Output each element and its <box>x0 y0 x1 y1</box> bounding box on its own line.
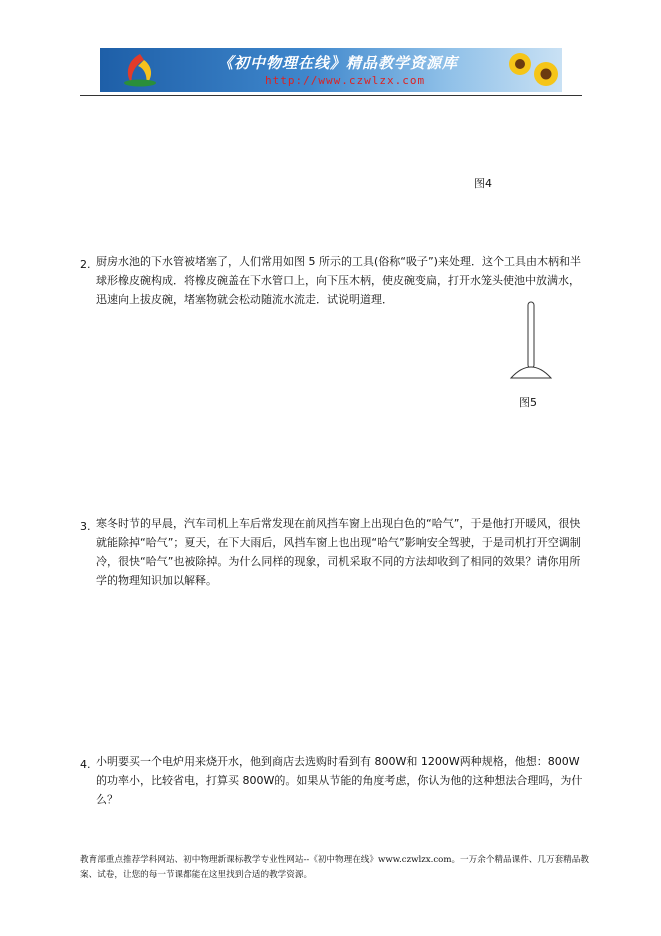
header-divider <box>80 95 582 96</box>
page-footer: 教育部重点推荐学科网站、初中物理新课标教学专业性网站--《初中物理在线》www.czwlzx.com。一万余个精品课件、几万套精品教案、试卷，让您的每一节课都能在这里找到合适的教学资源。 <box>80 855 589 880</box>
question-text: 小明要买一个电炉用来烧开水，他到商店去选购时看到有 800W和 1200W两种规格，他想：800W的功率小，比较省电，打算买 800W的。如果从节能的角度考虑，你认为他的这种想法合理吗，为什么？ <box>96 755 583 806</box>
question-3 <box>80 514 585 590</box>
question-text: 厨房水池的下水管被堵塞了，人们常用如图 5 所示的工具(俗称“吸子”)来处理．这个工具由木柄和半球形橡皮碗构成．将橡皮碗盖在下水管口上，向下压木柄，使皮碗变扁，打开水笼头使池中放满水，迅速向上拔皮碗，堵塞物就会松动随流水流走．试说明道理． <box>96 255 581 306</box>
header-banner <box>100 48 562 92</box>
site-logo-icon <box>118 52 162 88</box>
question-number: 3. <box>80 520 91 533</box>
sunflower-icon <box>502 50 558 90</box>
plunger-figure <box>508 300 554 386</box>
banner-url[interactable]: http://www.czwlzx.com <box>265 74 426 87</box>
figure-5-label: 图5 <box>519 396 537 409</box>
figure-4-label: 图4 <box>474 177 492 190</box>
question-text: 寒冬时节的早晨，汽车司机上车后常发现在前风挡车窗上出现白色的“哈气”，于是他打开暖风，很快就能除掉“哈气”；夏天，在下大雨后，风挡车窗上也出现“哈气”影响安全驾驶，于是司机打开空调制冷，很快“哈气”也被除掉。为什么同样的现象，司机采取不同的方法却收到了相同的效果？请你用所学的物理知识加以解释。 <box>96 517 581 587</box>
question-number: 2. <box>80 258 91 271</box>
banner-title: 《初中物理在线》精品教学资源库 <box>218 54 459 72</box>
question-4 <box>80 752 585 809</box>
question-number: 4. <box>80 758 91 771</box>
